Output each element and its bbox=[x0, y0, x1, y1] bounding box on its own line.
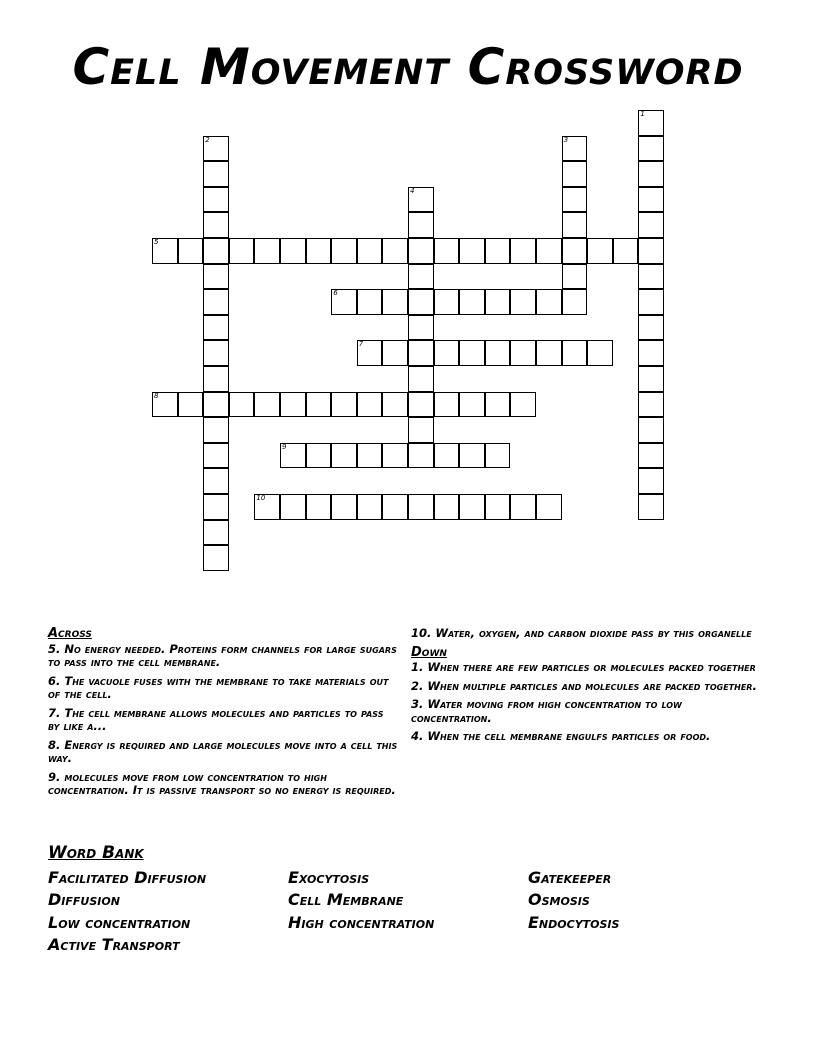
grid-cell[interactable] bbox=[638, 468, 664, 494]
grid-cell[interactable] bbox=[382, 494, 408, 520]
grid-cell[interactable] bbox=[306, 392, 332, 418]
grid-cell[interactable] bbox=[306, 494, 332, 520]
grid-cell[interactable] bbox=[434, 443, 460, 469]
word-bank-item: High concentration bbox=[288, 913, 435, 932]
grid-cell[interactable] bbox=[203, 264, 229, 290]
grid-cell[interactable] bbox=[203, 443, 229, 469]
word-bank-item: Diffusion bbox=[48, 890, 120, 909]
grid-cell[interactable] bbox=[203, 520, 229, 546]
grid-cell[interactable] bbox=[331, 494, 357, 520]
grid-cell[interactable] bbox=[510, 494, 536, 520]
grid-cell[interactable] bbox=[408, 443, 434, 469]
clue-across-10: 10. Water, oxygen, and carbon dioxide pass by this organelle bbox=[411, 626, 752, 640]
clue-number: 1 bbox=[640, 110, 645, 118]
grid-cell[interactable] bbox=[434, 392, 460, 418]
grid-cell[interactable] bbox=[203, 136, 229, 162]
down-header: Down bbox=[411, 644, 447, 660]
clue-down-4: 4. When the cell membrane engulfs particles or food. bbox=[411, 729, 711, 743]
clue-number: 4 bbox=[410, 186, 415, 195]
clue-across-6: 6. The vacuole fuses with the membrane to take materials out of the cell. bbox=[48, 673, 389, 701]
grid-cell[interactable] bbox=[229, 392, 255, 418]
grid-cell[interactable] bbox=[254, 392, 280, 418]
grid-cell[interactable] bbox=[485, 238, 511, 264]
word-bank-item: Endocytosis bbox=[528, 913, 620, 932]
grid-cell[interactable] bbox=[408, 187, 434, 213]
grid-cell[interactable] bbox=[178, 392, 204, 418]
grid-cell[interactable] bbox=[485, 289, 511, 315]
clue-down-3: 3. Water moving from high concentration to low concentration. bbox=[411, 697, 682, 725]
clue-number: 7 bbox=[358, 340, 364, 349]
grid-cell[interactable] bbox=[203, 494, 229, 520]
grid-cell[interactable] bbox=[510, 238, 536, 264]
grid-cell[interactable] bbox=[587, 238, 613, 264]
grid-cell[interactable] bbox=[562, 289, 588, 315]
right-clues bbox=[411, 627, 766, 749]
grid-cell[interactable] bbox=[408, 340, 434, 366]
clue-down-2: 2. When multiple particles and molecules are packed together. bbox=[411, 678, 757, 693]
clue-number: 10 bbox=[256, 494, 266, 502]
grid-cell[interactable] bbox=[638, 494, 664, 520]
grid-cell[interactable] bbox=[638, 289, 664, 315]
grid-cell[interactable] bbox=[434, 494, 460, 520]
grid-cell[interactable] bbox=[408, 212, 434, 238]
grid-cell[interactable] bbox=[203, 315, 229, 341]
grid-cell[interactable] bbox=[638, 392, 664, 418]
grid-cell[interactable] bbox=[357, 238, 383, 264]
grid-cell[interactable] bbox=[485, 392, 511, 418]
grid-cell[interactable] bbox=[459, 392, 485, 418]
grid-cell[interactable] bbox=[152, 392, 178, 418]
grid-cell[interactable] bbox=[408, 417, 434, 443]
clue-number: 2 bbox=[205, 135, 210, 144]
grid-cell[interactable] bbox=[562, 136, 588, 162]
grid-cell[interactable] bbox=[459, 340, 485, 366]
word-bank-item: Facilitated Diffusion bbox=[48, 868, 207, 887]
across-clues bbox=[48, 627, 398, 803]
clue-number: 9 bbox=[282, 442, 287, 451]
grid-cell[interactable] bbox=[331, 392, 357, 418]
grid-cell[interactable] bbox=[587, 340, 613, 366]
grid-cell[interactable] bbox=[638, 136, 664, 162]
grid-cell[interactable] bbox=[562, 212, 588, 238]
across-header: Across bbox=[48, 626, 92, 641]
word-bank-item: Cell Membrane bbox=[288, 890, 404, 909]
grid-cell[interactable] bbox=[306, 443, 332, 469]
grid-cell[interactable] bbox=[536, 238, 562, 264]
grid-cell[interactable] bbox=[203, 545, 229, 571]
grid-cell[interactable] bbox=[408, 366, 434, 392]
clue-number: 8 bbox=[154, 391, 159, 400]
clue-across-7: 7. The cell membrane allows molecules and particles to pass by like a... bbox=[48, 705, 384, 733]
grid-cell[interactable] bbox=[638, 212, 664, 238]
grid-cell[interactable] bbox=[562, 187, 588, 213]
grid-cell[interactable] bbox=[638, 366, 664, 392]
grid-cell[interactable] bbox=[203, 340, 229, 366]
clue-number: 3 bbox=[563, 135, 569, 144]
grid-cell[interactable] bbox=[638, 187, 664, 213]
grid-cell[interactable] bbox=[459, 443, 485, 469]
grid-cell[interactable] bbox=[485, 494, 511, 520]
grid-cell[interactable] bbox=[306, 238, 332, 264]
grid-cell[interactable] bbox=[638, 417, 664, 443]
grid-cell[interactable] bbox=[485, 443, 511, 469]
grid-cell[interactable] bbox=[357, 392, 383, 418]
grid-cell[interactable] bbox=[203, 289, 229, 315]
grid-cell[interactable] bbox=[408, 264, 434, 290]
grid-cell[interactable] bbox=[357, 494, 383, 520]
grid-cell[interactable] bbox=[203, 366, 229, 392]
word-bank-item: Active Transport bbox=[48, 935, 180, 954]
grid-cell[interactable] bbox=[408, 238, 434, 264]
word-bank-item: Gatekeeper bbox=[528, 868, 612, 887]
grid-cell[interactable] bbox=[459, 494, 485, 520]
grid-cell[interactable] bbox=[382, 238, 408, 264]
grid-cell[interactable] bbox=[203, 417, 229, 443]
grid-cell[interactable] bbox=[638, 315, 664, 341]
grid-cell[interactable] bbox=[434, 238, 460, 264]
grid-cell[interactable] bbox=[382, 443, 408, 469]
clue-across-5: 5. No energy needed. Proteins form channels for large sugars to pass into the cell membrane. bbox=[48, 641, 397, 669]
grid-cell[interactable] bbox=[357, 289, 383, 315]
grid-cell[interactable] bbox=[382, 289, 408, 315]
grid-cell[interactable] bbox=[536, 494, 562, 520]
grid-cell[interactable] bbox=[459, 238, 485, 264]
grid-cell[interactable] bbox=[638, 264, 664, 290]
grid-cell[interactable] bbox=[638, 161, 664, 187]
grid-cell[interactable] bbox=[638, 110, 664, 136]
grid-cell[interactable] bbox=[331, 289, 357, 315]
grid-cell[interactable] bbox=[536, 340, 562, 366]
grid-cell[interactable] bbox=[562, 264, 588, 290]
grid-cell[interactable] bbox=[613, 238, 639, 264]
grid-cell[interactable] bbox=[485, 340, 511, 366]
grid-cell[interactable] bbox=[331, 238, 357, 264]
grid-cell[interactable] bbox=[510, 340, 536, 366]
grid-cell[interactable] bbox=[280, 392, 306, 418]
grid-cell[interactable] bbox=[203, 392, 229, 418]
grid-cell[interactable] bbox=[408, 315, 434, 341]
grid-cell[interactable] bbox=[562, 238, 588, 264]
word-bank-title: Word Bank bbox=[48, 843, 144, 863]
grid-cell[interactable] bbox=[408, 392, 434, 418]
grid-cell[interactable] bbox=[459, 289, 485, 315]
grid-cell[interactable] bbox=[434, 340, 460, 366]
grid-cell[interactable] bbox=[254, 238, 280, 264]
grid-cell[interactable] bbox=[562, 340, 588, 366]
grid-cell[interactable] bbox=[280, 494, 306, 520]
clue-across-9: 9. molecules move from low concentration to high concentration. It is passive transport so no energy is required. bbox=[48, 769, 396, 797]
grid-cell[interactable] bbox=[331, 443, 357, 469]
grid-cell[interactable] bbox=[382, 392, 408, 418]
grid-cell[interactable] bbox=[203, 212, 229, 238]
grid-cell[interactable] bbox=[203, 161, 229, 187]
grid-cell[interactable] bbox=[357, 443, 383, 469]
grid-cell[interactable] bbox=[152, 238, 178, 264]
grid-cell[interactable] bbox=[203, 468, 229, 494]
grid-cell[interactable] bbox=[229, 238, 255, 264]
grid-cell[interactable] bbox=[638, 443, 664, 469]
grid-cell[interactable] bbox=[408, 494, 434, 520]
grid-cell[interactable] bbox=[254, 494, 280, 520]
grid-cell[interactable] bbox=[280, 443, 306, 469]
grid-cell[interactable] bbox=[357, 340, 383, 366]
grid-cell[interactable] bbox=[638, 340, 664, 366]
grid-cell[interactable] bbox=[203, 187, 229, 213]
grid-cell[interactable] bbox=[536, 289, 562, 315]
clue-number: 6 bbox=[333, 289, 338, 298]
grid-cell[interactable] bbox=[382, 340, 408, 366]
page-title: Cell Movement Crossword bbox=[72, 38, 744, 96]
word-bank-item: Low concentration bbox=[48, 913, 191, 932]
grid-cell[interactable] bbox=[203, 238, 229, 264]
clue-across-8: 8. Energy is required and large molecules move into a cell this way. bbox=[48, 737, 398, 765]
grid-cell[interactable] bbox=[510, 392, 536, 418]
clue-number: 5 bbox=[154, 238, 159, 246]
grid-cell[interactable] bbox=[510, 289, 536, 315]
grid-cell[interactable] bbox=[434, 289, 460, 315]
word-bank-item: Exocytosis bbox=[288, 868, 370, 887]
grid-cell[interactable] bbox=[638, 238, 664, 264]
grid-cell[interactable] bbox=[178, 238, 204, 264]
clue-down-1: 1. When there are few particles or molecules packed together bbox=[411, 660, 756, 674]
grid-cell[interactable] bbox=[562, 161, 588, 187]
grid-cell[interactable] bbox=[408, 289, 434, 315]
word-bank-item: Osmosis bbox=[528, 890, 590, 909]
grid-cell[interactable] bbox=[280, 238, 306, 264]
